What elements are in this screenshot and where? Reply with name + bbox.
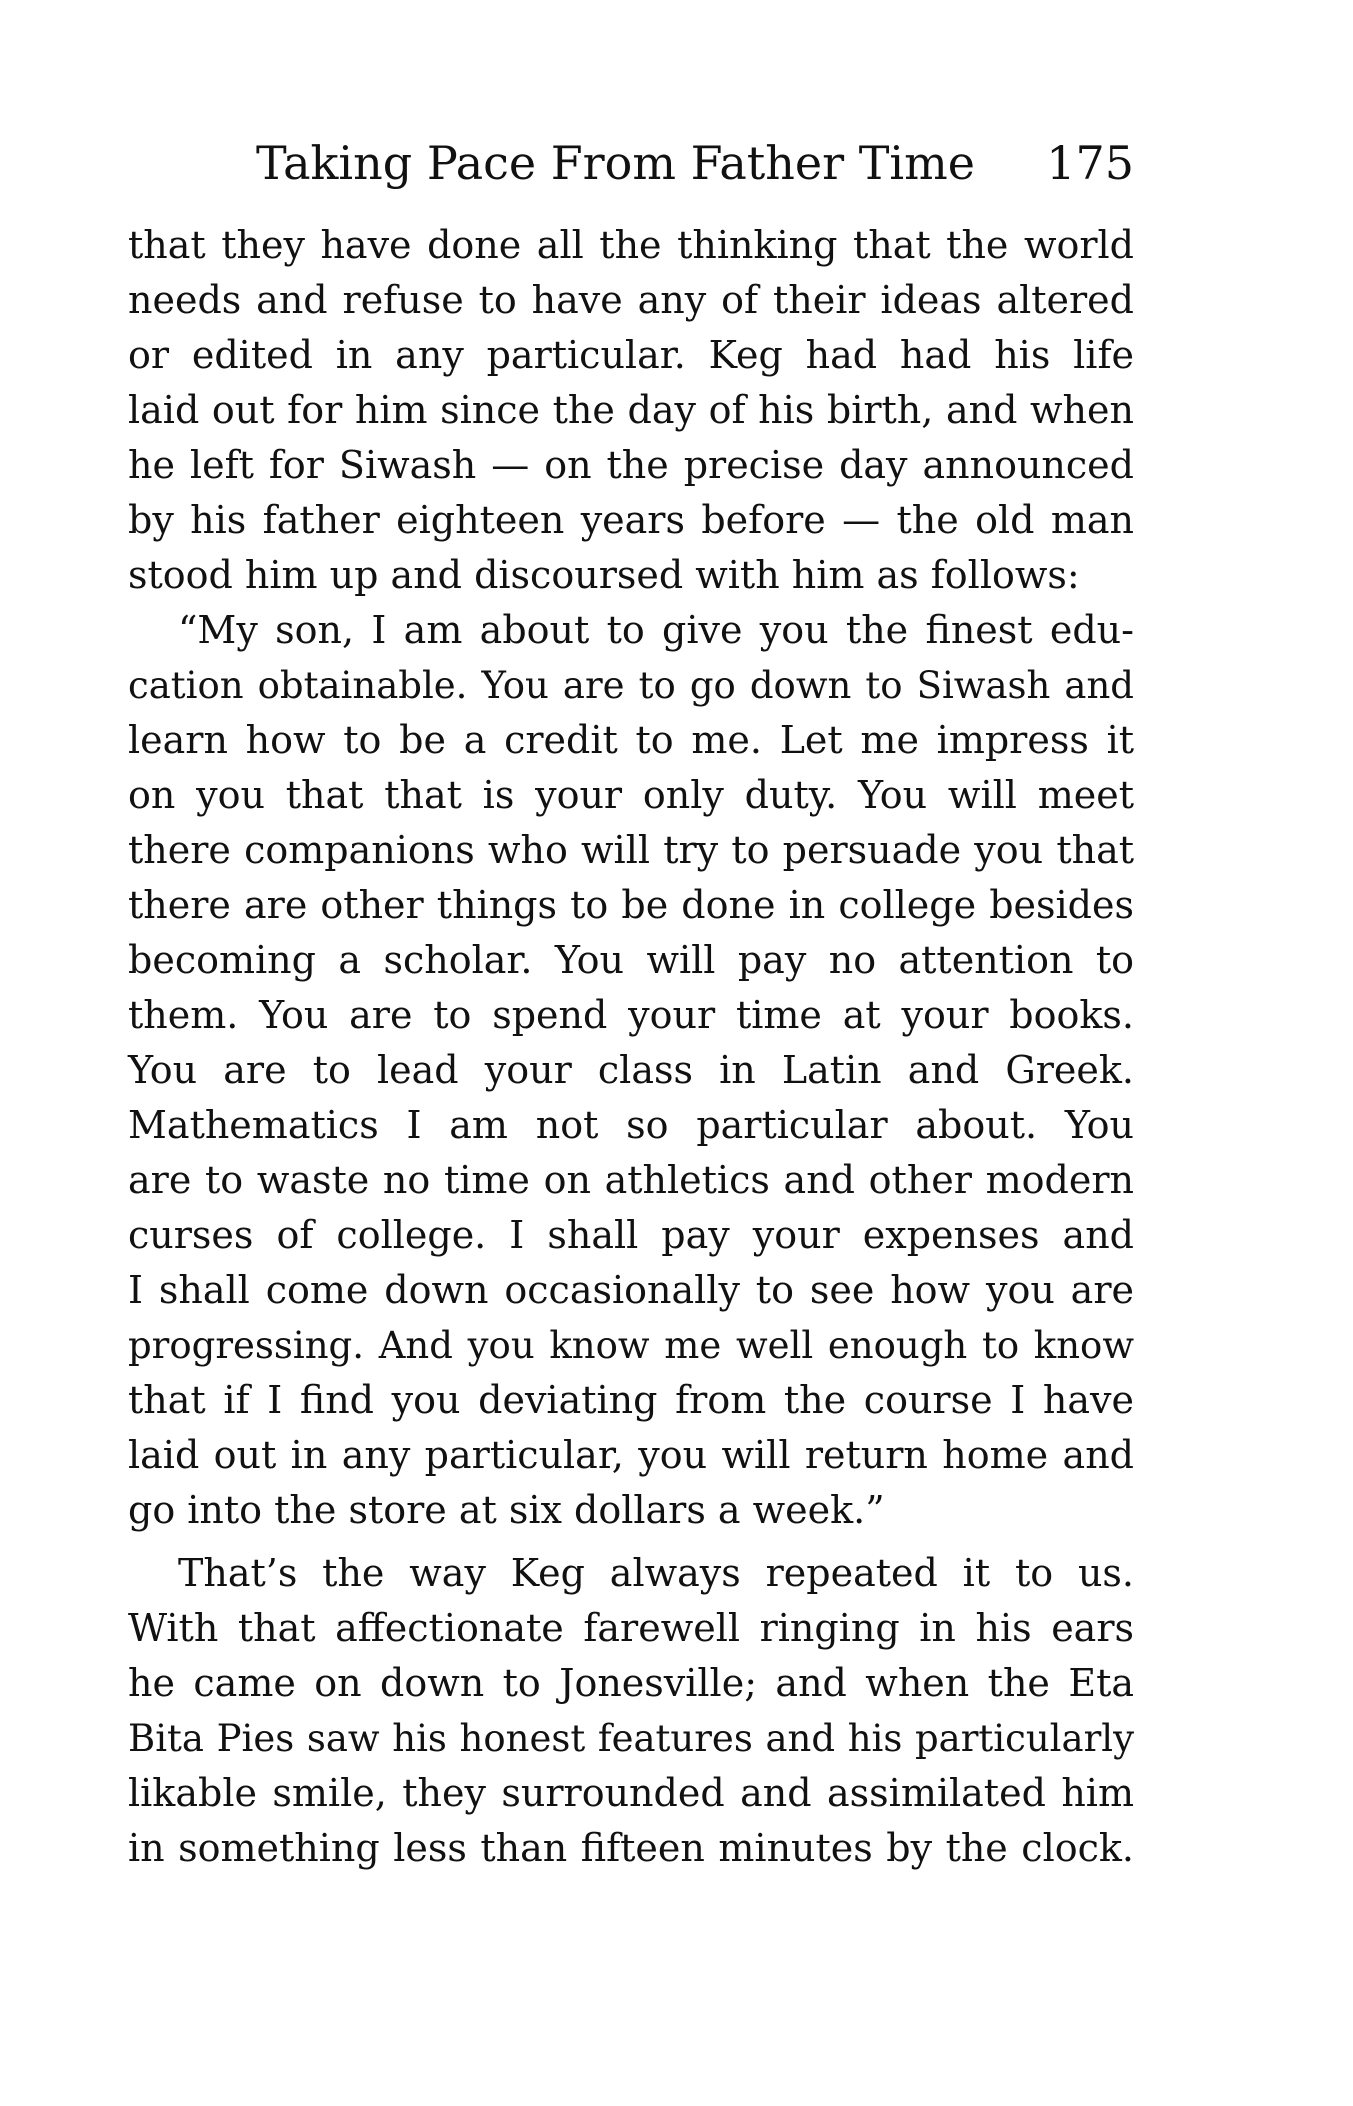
text-line: are to waste no time on athletics and other modern bbox=[128, 1158, 1134, 1202]
text-line: that they have done all the thinking that the world bbox=[128, 223, 1134, 267]
text-line: on you that that is your only duty. You will meet bbox=[128, 773, 1134, 817]
text-line: laid out for him since the day of his birth, and when bbox=[128, 388, 1134, 432]
text-line: “My son, I am about to give you the finest edu- bbox=[178, 608, 1134, 652]
text-line: That’s the way Keg always repeated it to us. bbox=[178, 1551, 1134, 1595]
text-line: there are other things to be done in college besides bbox=[128, 883, 1134, 927]
text-line: learn how to be a credit to me. Let me impress it bbox=[128, 718, 1134, 762]
text-line: Mathematics I am not so particular about. You bbox=[128, 1103, 1134, 1147]
text-line: there companions who will try to persuade you that bbox=[128, 828, 1134, 872]
text-line: he left for Siwash — on the precise day announced bbox=[128, 443, 1134, 487]
text-line: progressing. And you know me well enough to know bbox=[128, 1324, 1134, 1367]
text-line: go into the store at six dollars a week.” bbox=[128, 1488, 885, 1532]
text-line: laid out in any particular, you will return home and bbox=[128, 1433, 1134, 1477]
page-number: 175 bbox=[1046, 136, 1134, 190]
text-line: Bita Pies saw his honest features and his particularly bbox=[128, 1717, 1134, 1760]
text-line: needs and refuse to have any of their ideas altered bbox=[128, 278, 1134, 322]
text-line: them. You are to spend your time at your books. bbox=[128, 993, 1134, 1037]
running-head bbox=[256, 133, 1134, 193]
text-line: I shall come down occasionally to see how you are bbox=[128, 1268, 1134, 1312]
text-line: in something less than fifteen minutes by the clock. bbox=[128, 1826, 1134, 1870]
text-line: With that affectionate farewell ringing in his ears bbox=[128, 1606, 1134, 1650]
text-line: or edited in any particular. Keg had had his life bbox=[128, 333, 1134, 377]
paragraph bbox=[128, 1546, 1134, 1876]
text-line: that if I find you deviating from the course I have bbox=[128, 1378, 1134, 1422]
text-line: cation obtainable. You are to go down to Siwash and bbox=[128, 664, 1134, 707]
text-line: becoming a scholar. You will pay no attention to bbox=[128, 938, 1134, 982]
text-line: likable smile, they surrounded and assimilated him bbox=[128, 1771, 1134, 1815]
text-line: You are to lead your class in Latin and Greek. bbox=[128, 1048, 1134, 1092]
text-line: he came on down to Jonesville; and when the Eta bbox=[128, 1661, 1134, 1705]
text-line: stood him up and discoursed with him as follows: bbox=[128, 553, 1080, 597]
text-line: by his father eighteen years before — the old man bbox=[128, 498, 1134, 542]
running-title: Taking Pace From Father Time bbox=[256, 136, 975, 190]
text-line: curses of college. I shall pay your expenses and bbox=[128, 1213, 1134, 1257]
paragraph bbox=[128, 218, 1134, 603]
paragraph bbox=[128, 603, 1134, 1538]
body-text bbox=[128, 218, 1134, 1876]
